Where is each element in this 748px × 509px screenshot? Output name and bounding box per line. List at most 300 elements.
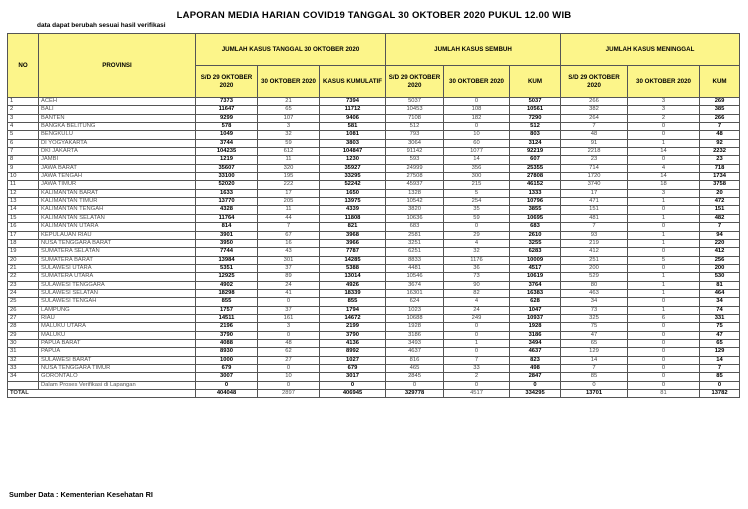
sembuh-sd: 1328 bbox=[386, 189, 444, 197]
row-no: 34 bbox=[8, 373, 39, 381]
row-province: DI YOGYAKARTA bbox=[39, 139, 196, 147]
sembuh-sd: 1023 bbox=[386, 306, 444, 314]
sembuh-kum: 10009 bbox=[510, 256, 561, 264]
table-row bbox=[8, 248, 740, 256]
table-body bbox=[8, 98, 740, 398]
sembuh-kum: 4517 bbox=[510, 264, 561, 272]
sembuh-kum: 3764 bbox=[510, 281, 561, 289]
meninggal-kum: 1734 bbox=[700, 173, 740, 181]
sembuh-kum: 10619 bbox=[510, 273, 561, 281]
sembuh-hari: 60 bbox=[444, 139, 510, 147]
sembuh-sd: 2845 bbox=[386, 373, 444, 381]
sembuh-sd: 465 bbox=[386, 365, 444, 373]
kasus-hari: 0 bbox=[258, 381, 320, 389]
row-province: JAWA BARAT bbox=[39, 164, 196, 172]
row-province: ACEH bbox=[39, 98, 196, 106]
meninggal-sd: 65 bbox=[561, 339, 628, 347]
kasus-kum: 7787 bbox=[320, 248, 386, 256]
kasus-hari: 65 bbox=[258, 106, 320, 114]
total-meninggal-sd: 13701 bbox=[561, 390, 628, 398]
kasus-sd: 9299 bbox=[196, 114, 258, 122]
sembuh-sd: 3186 bbox=[386, 331, 444, 339]
row-province: DKI JAKARTA bbox=[39, 148, 196, 156]
meninggal-sd: 7 bbox=[561, 123, 628, 131]
meninggal-hari: 6 bbox=[628, 314, 700, 322]
kasus-kum: 4136 bbox=[320, 339, 386, 347]
meninggal-hari: 1 bbox=[628, 239, 700, 247]
row-no: 33 bbox=[8, 365, 39, 373]
kasus-hari: 21 bbox=[258, 98, 320, 106]
sembuh-sd: 10453 bbox=[386, 106, 444, 114]
kasus-sd: 12925 bbox=[196, 273, 258, 281]
kasus-kum: 1650 bbox=[320, 189, 386, 197]
meninggal-kum: 385 bbox=[700, 106, 740, 114]
row-province: KALIMANTAN TIMUR bbox=[39, 198, 196, 206]
sembuh-kum: 4637 bbox=[510, 348, 561, 356]
meninggal-hari: 0 bbox=[628, 331, 700, 339]
row-province: GORONTALO bbox=[39, 373, 196, 381]
table-row bbox=[8, 131, 740, 139]
meninggal-hari: 2 bbox=[628, 114, 700, 122]
kasus-sd: 7373 bbox=[196, 98, 258, 106]
sembuh-hari: 59 bbox=[444, 214, 510, 222]
meninggal-sd: 17 bbox=[561, 189, 628, 197]
kasus-kum: 52242 bbox=[320, 181, 386, 189]
sembuh-kum: 803 bbox=[510, 131, 561, 139]
row-no: 3 bbox=[8, 114, 39, 122]
kasus-hari: 11 bbox=[258, 206, 320, 214]
row-province: SUMATERA SELATAN bbox=[39, 248, 196, 256]
meninggal-hari: 0 bbox=[628, 365, 700, 373]
sembuh-hari: 1 bbox=[444, 339, 510, 347]
sembuh-sd: 793 bbox=[386, 131, 444, 139]
kasus-kum: 3790 bbox=[320, 331, 386, 339]
kasus-hari: 3 bbox=[258, 123, 320, 131]
kasus-sd: 1000 bbox=[196, 356, 258, 364]
meninggal-hari: 1 bbox=[628, 198, 700, 206]
sembuh-hari: 24 bbox=[444, 306, 510, 314]
sembuh-sd: 816 bbox=[386, 356, 444, 364]
data-source: Sumber Data : Kementerian Kesehatan RI bbox=[9, 490, 153, 499]
kasus-hari: 222 bbox=[258, 181, 320, 189]
row-province: SULAWESI SELATAN bbox=[39, 289, 196, 297]
meninggal-sd: 91 bbox=[561, 139, 628, 147]
sembuh-hari: 0 bbox=[444, 123, 510, 131]
sembuh-hari: 249 bbox=[444, 314, 510, 322]
row-no: 4 bbox=[8, 123, 39, 131]
table-row bbox=[8, 306, 740, 314]
sembuh-hari: 108 bbox=[444, 106, 510, 114]
header-sembuh-sd: S/D 29 OKTOBER 2020 bbox=[386, 66, 444, 98]
table-row bbox=[8, 264, 740, 272]
sembuh-hari: 300 bbox=[444, 173, 510, 181]
kasus-hari: 37 bbox=[258, 264, 320, 272]
header-sembuh-hari: 30 OKTOBER 2020 bbox=[444, 66, 510, 98]
kasus-kum: 9406 bbox=[320, 114, 386, 122]
table-row bbox=[8, 181, 740, 189]
row-no: 28 bbox=[8, 323, 39, 331]
row-no: 14 bbox=[8, 206, 39, 214]
meninggal-sd: 219 bbox=[561, 239, 628, 247]
row-province: BENGKULU bbox=[39, 131, 196, 139]
sembuh-hari: 254 bbox=[444, 198, 510, 206]
kasus-sd: 18298 bbox=[196, 289, 258, 297]
header-kasus-kum: KASUS KUMULATIF bbox=[320, 66, 386, 98]
sembuh-sd: 3820 bbox=[386, 206, 444, 214]
row-no bbox=[8, 381, 39, 389]
sembuh-sd: 4637 bbox=[386, 348, 444, 356]
kasus-kum: 4339 bbox=[320, 206, 386, 214]
sembuh-hari: 2 bbox=[444, 373, 510, 381]
meninggal-hari: 14 bbox=[628, 148, 700, 156]
kasus-hari: 43 bbox=[258, 248, 320, 256]
meninggal-kum: 7 bbox=[700, 365, 740, 373]
sembuh-kum: 2610 bbox=[510, 231, 561, 239]
header-sembuh-kum: KUM bbox=[510, 66, 561, 98]
header-meninggal-sd: S/D 29 OKTOBER 2020 bbox=[561, 66, 628, 98]
sembuh-hari: 35 bbox=[444, 206, 510, 214]
row-province: SULAWESI TENGGARA bbox=[39, 281, 196, 289]
row-no: 7 bbox=[8, 148, 39, 156]
table-row bbox=[8, 273, 740, 281]
kasus-sd: 13770 bbox=[196, 198, 258, 206]
kasus-sd: 1219 bbox=[196, 156, 258, 164]
meninggal-kum: 14 bbox=[700, 356, 740, 364]
meninggal-hari: 0 bbox=[628, 373, 700, 381]
sembuh-kum: 10561 bbox=[510, 106, 561, 114]
meninggal-kum: 94 bbox=[700, 231, 740, 239]
meninggal-sd: 200 bbox=[561, 264, 628, 272]
meninggal-sd: 23 bbox=[561, 156, 628, 164]
sembuh-kum: 823 bbox=[510, 356, 561, 364]
total-meninggal-hari: 81 bbox=[628, 390, 700, 398]
kasus-sd: 3950 bbox=[196, 239, 258, 247]
sembuh-kum: 46152 bbox=[510, 181, 561, 189]
sembuh-hari: 36 bbox=[444, 264, 510, 272]
meninggal-sd: 1720 bbox=[561, 173, 628, 181]
kasus-hari: 10 bbox=[258, 373, 320, 381]
kasus-hari: 11 bbox=[258, 156, 320, 164]
row-no: 13 bbox=[8, 198, 39, 206]
kasus-hari: 301 bbox=[258, 256, 320, 264]
sembuh-sd: 91142 bbox=[386, 148, 444, 156]
sembuh-kum: 1928 bbox=[510, 323, 561, 331]
meninggal-hari: 1 bbox=[628, 231, 700, 239]
sembuh-hari: 5 bbox=[444, 189, 510, 197]
row-no: 21 bbox=[8, 264, 39, 272]
meninggal-kum: 718 bbox=[700, 164, 740, 172]
table-row bbox=[8, 373, 740, 381]
meninggal-kum: 81 bbox=[700, 281, 740, 289]
kasus-sd: 33100 bbox=[196, 173, 258, 181]
kasus-hari: 0 bbox=[258, 365, 320, 373]
sembuh-kum: 607 bbox=[510, 156, 561, 164]
sembuh-kum: 683 bbox=[510, 223, 561, 231]
meninggal-kum: 472 bbox=[700, 198, 740, 206]
kasus-sd: 679 bbox=[196, 365, 258, 373]
row-no: 19 bbox=[8, 248, 39, 256]
meninggal-sd: 3740 bbox=[561, 181, 628, 189]
kasus-sd: 5351 bbox=[196, 264, 258, 272]
meninggal-kum: 269 bbox=[700, 98, 740, 106]
sembuh-kum: 92219 bbox=[510, 148, 561, 156]
meninggal-hari: 0 bbox=[628, 264, 700, 272]
meninggal-kum: 85 bbox=[700, 373, 740, 381]
kasus-kum: 3017 bbox=[320, 373, 386, 381]
kasus-kum: 4926 bbox=[320, 281, 386, 289]
table-row bbox=[8, 348, 740, 356]
sembuh-kum: 1333 bbox=[510, 189, 561, 197]
sembuh-hari: 90 bbox=[444, 281, 510, 289]
row-no: 5 bbox=[8, 131, 39, 139]
meninggal-hari: 3 bbox=[628, 98, 700, 106]
meninggal-kum: 47 bbox=[700, 331, 740, 339]
kasus-sd: 3007 bbox=[196, 373, 258, 381]
row-province: Dalam Proses Verifikasi di Lapangan bbox=[39, 381, 196, 389]
row-no: 29 bbox=[8, 331, 39, 339]
sembuh-kum: 3186 bbox=[510, 331, 561, 339]
sembuh-kum: 16383 bbox=[510, 289, 561, 297]
kasus-kum: 3803 bbox=[320, 139, 386, 147]
row-no: 16 bbox=[8, 223, 39, 231]
table-row bbox=[8, 106, 740, 114]
row-province: KEPULAUAN RIAU bbox=[39, 231, 196, 239]
header-group-meninggal: JUMLAH KASUS MENINGGAL bbox=[561, 34, 740, 66]
meninggal-sd: 129 bbox=[561, 348, 628, 356]
meninggal-sd: 471 bbox=[561, 198, 628, 206]
table-row bbox=[8, 381, 740, 389]
kasus-hari: 0 bbox=[258, 298, 320, 306]
meninggal-kum: 23 bbox=[700, 156, 740, 164]
meninggal-hari: 1 bbox=[628, 289, 700, 297]
meninggal-kum: 0 bbox=[700, 381, 740, 389]
row-no: 32 bbox=[8, 356, 39, 364]
kasus-kum: 13014 bbox=[320, 273, 386, 281]
meninggal-kum: 530 bbox=[700, 273, 740, 281]
table-row bbox=[8, 314, 740, 322]
kasus-hari: 44 bbox=[258, 214, 320, 222]
kasus-sd: 11647 bbox=[196, 106, 258, 114]
sembuh-sd: 512 bbox=[386, 123, 444, 131]
meninggal-hari: 1 bbox=[628, 214, 700, 222]
meninggal-sd: 325 bbox=[561, 314, 628, 322]
meninggal-hari: 0 bbox=[628, 206, 700, 214]
kasus-kum: 104847 bbox=[320, 148, 386, 156]
meninggal-sd: 34 bbox=[561, 298, 628, 306]
meninggal-hari: 4 bbox=[628, 164, 700, 172]
total-row bbox=[8, 390, 740, 398]
kasus-hari: 612 bbox=[258, 148, 320, 156]
meninggal-kum: 34 bbox=[700, 298, 740, 306]
sembuh-hari: 33 bbox=[444, 365, 510, 373]
table-row bbox=[8, 214, 740, 222]
kasus-sd: 104235 bbox=[196, 148, 258, 156]
meninggal-kum: 74 bbox=[700, 306, 740, 314]
total-sembuh-kum: 334295 bbox=[510, 390, 561, 398]
sembuh-kum: 498 bbox=[510, 365, 561, 373]
kasus-hari: 37 bbox=[258, 306, 320, 314]
sembuh-sd: 10546 bbox=[386, 273, 444, 281]
meninggal-kum: 482 bbox=[700, 214, 740, 222]
sembuh-sd: 16301 bbox=[386, 289, 444, 297]
row-province: SULAWESI TENGAH bbox=[39, 298, 196, 306]
meninggal-kum: 7 bbox=[700, 123, 740, 131]
meninggal-kum: 464 bbox=[700, 289, 740, 297]
meninggal-sd: 85 bbox=[561, 373, 628, 381]
meninggal-sd: 48 bbox=[561, 131, 628, 139]
meninggal-kum: 200 bbox=[700, 264, 740, 272]
sembuh-hari: 82 bbox=[444, 289, 510, 297]
kasus-sd: 7744 bbox=[196, 248, 258, 256]
table-row bbox=[8, 223, 740, 231]
sembuh-hari: 1176 bbox=[444, 256, 510, 264]
sembuh-hari: 14 bbox=[444, 156, 510, 164]
header-group-sembuh: JUMLAH KASUS SEMBUH bbox=[386, 34, 561, 66]
meninggal-hari: 1 bbox=[628, 281, 700, 289]
kasus-hari: 7 bbox=[258, 223, 320, 231]
row-no: 20 bbox=[8, 256, 39, 264]
sembuh-sd: 593 bbox=[386, 156, 444, 164]
kasus-hari: 0 bbox=[258, 331, 320, 339]
kasus-kum: 13975 bbox=[320, 198, 386, 206]
sembuh-sd: 624 bbox=[386, 298, 444, 306]
meninggal-kum: 331 bbox=[700, 314, 740, 322]
row-no: 22 bbox=[8, 273, 39, 281]
total-sembuh-sd: 329778 bbox=[386, 390, 444, 398]
row-province: BALI bbox=[39, 106, 196, 114]
table-row bbox=[8, 231, 740, 239]
row-province: NUSA TENGGARA BARAT bbox=[39, 239, 196, 247]
sembuh-hari: 0 bbox=[444, 381, 510, 389]
row-no: 17 bbox=[8, 231, 39, 239]
kasus-sd: 1049 bbox=[196, 131, 258, 139]
meninggal-sd: 75 bbox=[561, 323, 628, 331]
meninggal-hari: 0 bbox=[628, 339, 700, 347]
sembuh-sd: 2581 bbox=[386, 231, 444, 239]
meninggal-sd: 481 bbox=[561, 214, 628, 222]
row-no: 24 bbox=[8, 289, 39, 297]
total-meninggal-kum: 13782 bbox=[700, 390, 740, 398]
covid-report-table bbox=[7, 33, 740, 398]
table-row bbox=[8, 206, 740, 214]
meninggal-sd: 266 bbox=[561, 98, 628, 106]
meninggal-kum: 412 bbox=[700, 248, 740, 256]
table-row bbox=[8, 156, 740, 164]
kasus-hari: 59 bbox=[258, 139, 320, 147]
sembuh-sd: 3251 bbox=[386, 239, 444, 247]
meninggal-hari: 0 bbox=[628, 156, 700, 164]
total-sembuh-hari: 4517 bbox=[444, 390, 510, 398]
row-province: SULAWESI UTARA bbox=[39, 264, 196, 272]
meninggal-sd: 151 bbox=[561, 206, 628, 214]
sembuh-kum: 2847 bbox=[510, 373, 561, 381]
sembuh-hari: 0 bbox=[444, 98, 510, 106]
kasus-hari: 27 bbox=[258, 356, 320, 364]
kasus-sd: 52020 bbox=[196, 181, 258, 189]
meninggal-kum: 266 bbox=[700, 114, 740, 122]
meninggal-sd: 7 bbox=[561, 223, 628, 231]
row-no: 9 bbox=[8, 164, 39, 172]
row-province: SULAWESI BARAT bbox=[39, 356, 196, 364]
header-meninggal-kum: KUM bbox=[700, 66, 740, 98]
table-row bbox=[8, 356, 740, 364]
sembuh-hari: 0 bbox=[444, 348, 510, 356]
kasus-kum: 18339 bbox=[320, 289, 386, 297]
meninggal-sd: 529 bbox=[561, 273, 628, 281]
meninggal-hari: 3 bbox=[628, 189, 700, 197]
meninggal-sd: 412 bbox=[561, 248, 628, 256]
kasus-hari: 161 bbox=[258, 314, 320, 322]
kasus-sd: 3790 bbox=[196, 331, 258, 339]
kasus-hari: 16 bbox=[258, 239, 320, 247]
kasus-hari: 32 bbox=[258, 131, 320, 139]
meninggal-sd: 382 bbox=[561, 106, 628, 114]
kasus-sd: 8930 bbox=[196, 348, 258, 356]
row-province: BANTEN bbox=[39, 114, 196, 122]
row-province: KALIMANTAN BARAT bbox=[39, 189, 196, 197]
sembuh-hari: 0 bbox=[444, 323, 510, 331]
kasus-sd: 4088 bbox=[196, 339, 258, 347]
kasus-kum: 1794 bbox=[320, 306, 386, 314]
kasus-kum: 679 bbox=[320, 365, 386, 373]
meninggal-sd: 2218 bbox=[561, 148, 628, 156]
sembuh-hari: 73 bbox=[444, 273, 510, 281]
sembuh-hari: 0 bbox=[444, 223, 510, 231]
sembuh-hari: 0 bbox=[444, 331, 510, 339]
report-subtitle: data dapat berubah sesuai hasil verifikasi bbox=[37, 22, 166, 29]
kasus-kum: 855 bbox=[320, 298, 386, 306]
sembuh-kum: 628 bbox=[510, 298, 561, 306]
sembuh-sd: 10636 bbox=[386, 214, 444, 222]
meninggal-kum: 3758 bbox=[700, 181, 740, 189]
meninggal-kum: 256 bbox=[700, 256, 740, 264]
sembuh-sd: 10542 bbox=[386, 198, 444, 206]
row-no: 2 bbox=[8, 106, 39, 114]
kasus-kum: 11808 bbox=[320, 214, 386, 222]
sembuh-hari: 4 bbox=[444, 298, 510, 306]
sembuh-sd: 24999 bbox=[386, 164, 444, 172]
meninggal-kum: 7 bbox=[700, 223, 740, 231]
kasus-kum: 7394 bbox=[320, 98, 386, 106]
sembuh-kum: 3494 bbox=[510, 339, 561, 347]
report-title: LAPORAN MEDIA HARIAN COVID19 TANGGAL 30 OKTOBER 2020 PUKUL 12.00 WIB bbox=[176, 10, 572, 21]
sembuh-hari: 32 bbox=[444, 248, 510, 256]
kasus-hari: 67 bbox=[258, 231, 320, 239]
header-group-kasus: JUMLAH KASUS TANGGAL 30 OKTOBER 2020 bbox=[196, 34, 386, 66]
meninggal-kum: 220 bbox=[700, 239, 740, 247]
sembuh-kum: 10695 bbox=[510, 214, 561, 222]
row-no: 18 bbox=[8, 239, 39, 247]
meninggal-kum: 2232 bbox=[700, 148, 740, 156]
sembuh-kum: 10937 bbox=[510, 314, 561, 322]
sembuh-sd: 6251 bbox=[386, 248, 444, 256]
meninggal-sd: 0 bbox=[561, 381, 628, 389]
kasus-hari: 24 bbox=[258, 281, 320, 289]
table-row bbox=[8, 123, 740, 131]
sembuh-hari: 182 bbox=[444, 114, 510, 122]
kasus-kum: 821 bbox=[320, 223, 386, 231]
table-row bbox=[8, 365, 740, 373]
kasus-hari: 107 bbox=[258, 114, 320, 122]
sembuh-kum: 27808 bbox=[510, 173, 561, 181]
header-provinsi: PROVINSI bbox=[39, 34, 196, 98]
row-no: 25 bbox=[8, 298, 39, 306]
sembuh-hari: 29 bbox=[444, 231, 510, 239]
row-no: 15 bbox=[8, 214, 39, 222]
meninggal-hari: 1 bbox=[628, 306, 700, 314]
sembuh-kum: 0 bbox=[510, 381, 561, 389]
row-province: KALIMANTAN UTARA bbox=[39, 223, 196, 231]
